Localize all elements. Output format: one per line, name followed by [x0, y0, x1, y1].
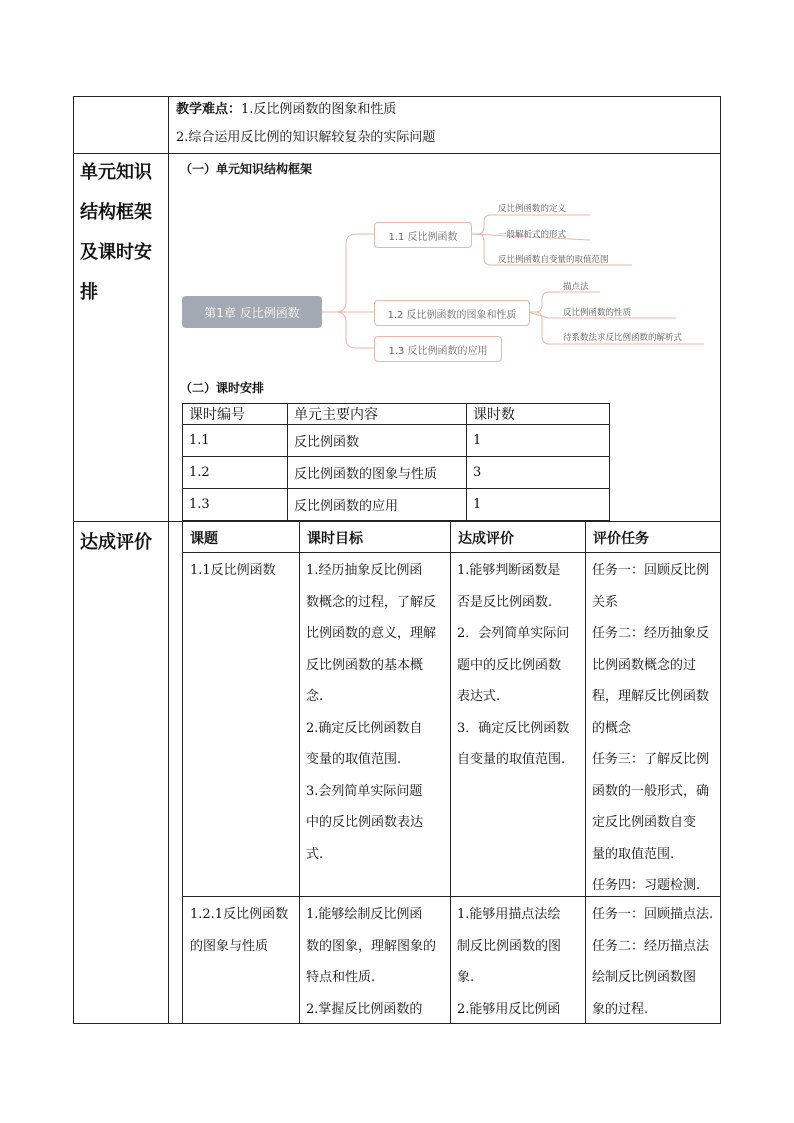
- cell-line: 否是反比例函数.: [457, 594, 553, 610]
- schedule-cell: 1.1: [183, 425, 288, 457]
- cell-line: 任务一：回顾反比例: [592, 563, 710, 578]
- difficulty-item-2: 2.综合运用反比例的知识解较复杂的实际问题: [176, 130, 436, 145]
- eval-row1-topic: [190, 555, 298, 587]
- cell-line: 3．确定反比例函数: [457, 720, 570, 736]
- mindmap-leaf: 待系数法求反比例函数的解析式: [563, 333, 683, 343]
- cell-line: 3.会列简单实际问题: [306, 783, 423, 799]
- eval-row1-eval: [457, 555, 584, 776]
- eval-row2-goals: [306, 899, 449, 1025]
- mindmap-leaf: 反比例函数自变量的取值范围: [498, 255, 609, 265]
- schedule-header-row: [183, 404, 610, 425]
- cell-line: 1.2.1反比例函数: [190, 907, 289, 922]
- cell-line: 比例函数概念的过: [592, 657, 697, 673]
- eval-header-goals: 课时目标: [307, 531, 363, 547]
- cell-line: 象的过程.: [592, 1001, 649, 1017]
- cell-line: 任务二：经历抽象反: [592, 626, 710, 641]
- cell-line: 数的图象，理解图象的: [306, 938, 437, 954]
- cell-line: 2．会列简单实际问: [457, 626, 570, 641]
- table-row: [183, 489, 610, 521]
- eval-col-divider-3: [585, 521, 586, 1024]
- schedule-header: 课时数: [467, 404, 610, 425]
- cell-line: 2.能够用反比例函: [457, 1001, 561, 1017]
- cell-line: 函数的一般形式，确: [592, 783, 710, 799]
- eval-header-tasks: 评价任务: [593, 531, 649, 547]
- cell-line: 1.经历抽象反比例函: [306, 563, 423, 578]
- table-row: [183, 425, 610, 457]
- mindmap-branch-1-2: 1.2 反比例函数的图象和性质: [374, 300, 530, 326]
- cell-line: 关系: [592, 594, 619, 610]
- eval-row2-eval: [457, 899, 584, 1025]
- mindmap-leaf: 一般解析式的形式: [498, 230, 567, 240]
- cell-line: 反比例函数的基本概: [306, 657, 424, 673]
- schedule-cell: 反比例函数: [288, 425, 467, 457]
- cell-line: 式.: [306, 846, 324, 862]
- eval-col-divider-1: [299, 521, 300, 1024]
- cell-line: 2.确定反比例函数自: [306, 720, 423, 736]
- eval-row2-tasks: [592, 899, 720, 1025]
- cell-line: 念.: [306, 689, 324, 704]
- cell-line: 任务一：回顾描点法.: [592, 907, 714, 922]
- mindmap-branch-1-3: 1.3 反比例函数的应用: [374, 336, 502, 362]
- cell-line: 变量的取值范围.: [306, 752, 402, 767]
- schedule-subtitle: （二）课时安排: [180, 381, 265, 395]
- mindmap-leaf: 描点法: [563, 282, 589, 292]
- cell-line: 1.能够用描点法绘: [457, 907, 561, 922]
- cell-line: 象.: [457, 970, 475, 985]
- schedule-cell: 反比例函数的应用: [288, 489, 467, 521]
- schedule-table: [182, 403, 610, 521]
- cell-line: 表达式.: [457, 689, 501, 704]
- eval-table-left: [182, 521, 183, 1024]
- framework-title-line: 单元知识: [80, 162, 152, 183]
- cell-line: 量的取值范围.: [592, 846, 675, 862]
- cell-line: 任务二：经历描点法: [592, 938, 710, 954]
- cell-line: 题中的反比例函数: [457, 657, 562, 673]
- cell-line: 制反比例函数的图: [457, 938, 562, 954]
- eval-row2-topic: [190, 899, 298, 962]
- cell-line: 比例函数的意义，理解: [306, 626, 437, 641]
- eval-row1-goals: [306, 555, 449, 870]
- schedule-cell: 3: [467, 457, 610, 489]
- cell-line: 的图象与性质: [190, 938, 269, 954]
- eval-row1-tasks: [592, 555, 720, 902]
- schedule-cell: 反比例函数的图象与性质: [288, 457, 467, 489]
- schedule-header: 课时编号: [183, 404, 288, 425]
- framework-subtitle: （一）单元知识结构框架: [180, 162, 313, 176]
- framework-title-line: 结构框架: [80, 202, 152, 223]
- cell-line: 自变量的取值范围.: [457, 752, 566, 767]
- cell-line: 程，理解反比例函数: [592, 689, 710, 704]
- eval-header-topic: 课题: [190, 531, 218, 547]
- eval-header-eval: 达成评价: [458, 531, 514, 547]
- eval-col-divider-2: [450, 521, 451, 1024]
- schedule-cell: 1.2: [183, 457, 288, 489]
- cell-line: 2.掌握反比例函数的: [306, 1001, 423, 1017]
- cell-line: 特点和性质.: [306, 970, 376, 985]
- cell-line: 绘制反比例函数图: [592, 970, 697, 985]
- schedule-header: 单元主要内容: [288, 404, 467, 425]
- cell-line: 中的反比例函数表达: [306, 815, 424, 830]
- mindmap-branch-1-1: 1.1 反比例函数: [374, 222, 472, 248]
- difficulty-label: 教学难点：: [176, 102, 242, 117]
- schedule-cell: 1.3: [183, 489, 288, 521]
- framework-title-line: 及课时安: [80, 242, 152, 263]
- table-row: [183, 457, 610, 489]
- eval-section-title: 达成评价: [80, 532, 152, 553]
- cell-line: 1.能够判断函数是: [457, 563, 561, 578]
- cell-line: 数概念的过程，了解反: [306, 594, 437, 610]
- row-divider-2: [73, 521, 721, 522]
- cell-line: 的概念: [592, 720, 632, 736]
- cell-line: 1.能够绘制反比例函: [306, 907, 423, 922]
- cell-line: 任务四：习题检测.: [592, 878, 701, 893]
- schedule-cell: 1: [467, 425, 610, 457]
- mindmap-leaf: 反比例函数的性质: [563, 308, 632, 318]
- difficulty-item-1: 1.反比例函数的图象和性质: [241, 102, 397, 117]
- framework-title-line: 排: [80, 282, 98, 303]
- mindmap-leaf: 反比例函数的定义: [498, 204, 567, 214]
- cell-line: 任务三：了解反比例: [592, 752, 710, 767]
- mindmap-root: 第1章 反比例函数: [182, 296, 322, 328]
- cell-line: 定反比例函数自变: [592, 815, 697, 830]
- eval-header-divider: [182, 552, 721, 553]
- schedule-cell: 1: [467, 489, 610, 521]
- cell-line: 1.1反比例函数: [190, 563, 276, 578]
